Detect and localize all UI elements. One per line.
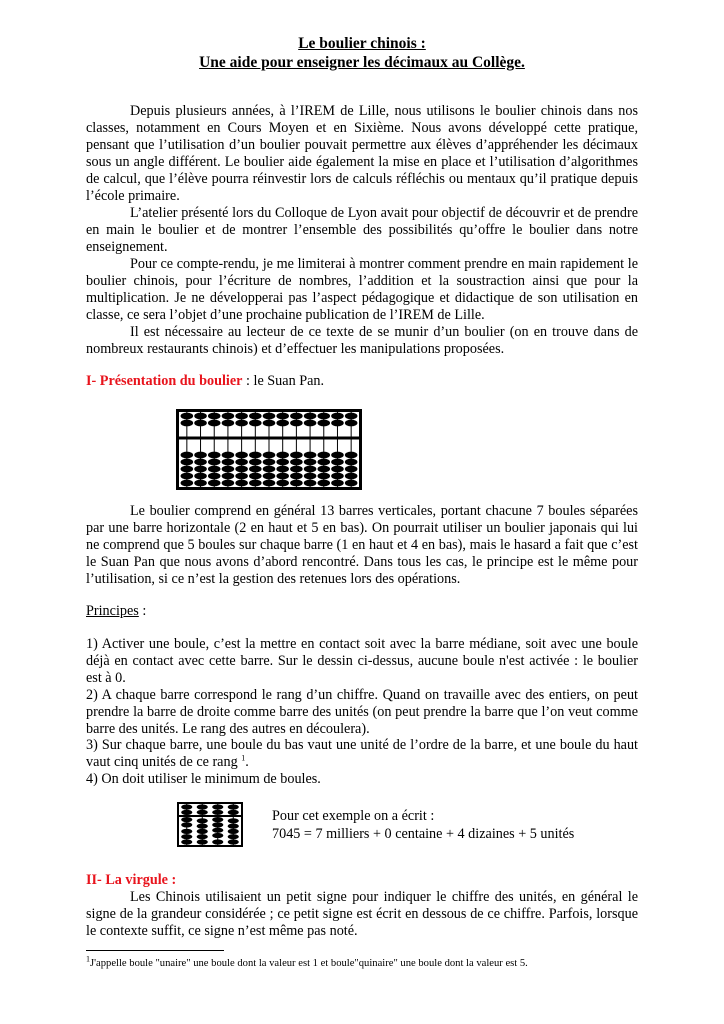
abacus-lower-bead: [317, 473, 330, 480]
example-line-1: Pour cet exemple on a écrit :: [272, 808, 435, 824]
abacus-lower-bead: [290, 466, 303, 473]
principles-heading-line: [86, 603, 638, 620]
example-lower-bead: [181, 822, 192, 827]
example-upper-bead: [181, 804, 192, 809]
abacus-lower-bead: [290, 480, 303, 487]
abacus-upper-bead: [345, 420, 358, 427]
abacus-lower-bead: [249, 466, 262, 473]
example-upper-bead: [197, 810, 208, 815]
abacus-upper-bead: [290, 420, 303, 427]
abacus-lower-bead: [194, 480, 207, 487]
abacus-lower-bead: [290, 459, 303, 466]
abacus-upper-bead: [235, 413, 248, 420]
example-upper-bead: [228, 810, 239, 815]
abacus-lower-bead: [331, 466, 344, 473]
abacus-lower-bead: [331, 452, 344, 459]
abacus-upper-bead: [304, 413, 317, 420]
section-1-suffix: : le Suan Pan.: [242, 373, 325, 389]
example-lower-bead: [228, 834, 239, 839]
abacus-upper-bead: [331, 420, 344, 427]
abacus-lower-bead: [249, 473, 262, 480]
abacus-upper-bead: [317, 420, 330, 427]
example-lower-bead: [181, 839, 192, 844]
example-line-2: 7045 = 7 milliers + 0 centaine + 4 dizaines + 5 unités: [272, 826, 575, 842]
abacus-upper-bead: [345, 413, 358, 420]
intro-paragraph-2: L’atelier présenté lors du Colloque de Lyon avait pour objectif de découvrir et de prendre en main le boulier et de montrer l’ensemble des possibilités qu’offre le boulier dans notre enseignement.: [86, 205, 638, 255]
abacus-upper-bead: [249, 413, 262, 420]
abacus-lower-bead: [276, 452, 289, 459]
abacus-lower-bead: [317, 480, 330, 487]
abacus-upper-bead: [194, 420, 207, 427]
abacus-lower-bead: [235, 459, 248, 466]
abacus-lower-bead: [235, 466, 248, 473]
abacus-lower-bead: [304, 466, 317, 473]
abacus-upper-bead: [194, 413, 207, 420]
example-lower-bead: [212, 817, 223, 822]
example-lower-bead: [197, 824, 208, 829]
abacus-lower-bead: [345, 473, 358, 480]
footnote-reference: 1: [241, 753, 246, 763]
abacus-lower-bead: [331, 473, 344, 480]
section-2-heading: II- La virgule :: [86, 872, 177, 888]
abacus-lower-bead: [276, 466, 289, 473]
example-lower-bead: [212, 828, 223, 833]
footnote: [86, 954, 528, 970]
example-lower-bead: [228, 829, 239, 834]
abacus-upper-bead: [249, 420, 262, 427]
abacus-lower-bead: [276, 473, 289, 480]
example-lower-bead: [228, 824, 239, 829]
abacus-lower-bead: [331, 459, 344, 466]
example-lower-bead: [212, 839, 223, 844]
abacus-lower-bead: [263, 452, 276, 459]
example-lower-bead: [197, 829, 208, 834]
abacus-lower-bead: [222, 452, 235, 459]
abacus-upper-bead: [290, 413, 303, 420]
abacus-lower-bead: [249, 459, 262, 466]
abacus-upper-bead: [276, 413, 289, 420]
abacus-lower-bead: [263, 473, 276, 480]
example-upper-bead: [197, 804, 208, 809]
title-line-1: Le boulier chinois :: [298, 35, 426, 52]
abacus-lower-bead: [208, 480, 221, 487]
abacus-upper-bead: [276, 420, 289, 427]
abacus-lower-bead: [181, 466, 194, 473]
principle-2: 2) A chaque barre correspond le rang d’un chiffre. Quand on travaille avec des entiers, on peut prendre la barre de droite comme barre des unités (on peut prendre la barre que l’on veut comme barre des unités. Le rang des autres en découlera).: [86, 687, 638, 737]
abacus-lower-bead: [304, 459, 317, 466]
example-lower-bead: [212, 822, 223, 827]
example-lower-bead: [197, 839, 208, 844]
abacus-lower-bead: [290, 452, 303, 459]
abacus-lower-bead: [345, 459, 358, 466]
abacus-lower-bead: [208, 466, 221, 473]
abacus-lower-bead: [235, 473, 248, 480]
example-upper-bead: [181, 810, 192, 815]
principle-1: 1) Activer une boule, c’est la mettre en contact soit avec la barre médiane, soit avec une boule déjà en contact avec cette barre. Sur le dessin ci-dessus, aucune boule n'est activée : le boulier est à 0.: [86, 636, 638, 686]
abacus-upper-bead: [263, 413, 276, 420]
abacus-lower-bead: [208, 452, 221, 459]
abacus-upper-bead: [208, 420, 221, 427]
footnote-divider: [86, 950, 224, 951]
abacus-lower-bead: [345, 480, 358, 487]
example-lower-bead: [228, 839, 239, 844]
abacus-lower-bead: [304, 452, 317, 459]
example-lower-bead: [181, 834, 192, 839]
abacus-upper-bead: [181, 420, 194, 427]
abacus-lower-bead: [222, 459, 235, 466]
abacus-lower-bead: [317, 452, 330, 459]
abacus-lower-bead: [304, 480, 317, 487]
principle-4: 4) On doit utiliser le minimum de boules.: [86, 771, 321, 787]
abacus-lower-bead: [194, 459, 207, 466]
abacus-lower-bead: [235, 480, 248, 487]
abacus-upper-bead: [235, 420, 248, 427]
abacus-lower-bead: [208, 459, 221, 466]
example-upper-bead: [228, 804, 239, 809]
abacus-lower-bead: [181, 452, 194, 459]
abacus-lower-bead: [263, 480, 276, 487]
abacus-lower-bead: [276, 480, 289, 487]
example-lower-bead: [181, 829, 192, 834]
abacus-upper-bead: [222, 413, 235, 420]
abacus-upper-bead: [304, 420, 317, 427]
principle-3: 3) Sur chaque barre, une boule du bas vaut une unité de l’ordre de la barre, et une boule du haut vaut cinq unités de ce rang $^1$.: [86, 737, 638, 770]
intro-paragraph-1: Depuis plusieurs années, à l’IREM de Lille, nous utilisons le boulier chinois dans nos classes, notamment en Cours Moyen et en Sixième. Nous avons développé cette pratique, pensant que l’utilisation d’un boulier pouvait permettre aux élèves d’appréhender les décimaux sous un angle différent. Le boulier aide également la mise en place et l’utilisation d’algorithmes de calcul, que l’élève pourra réinvestir lors de calculs réfléchis ou mentaux qu’il pratique depuis l’école primaire.: [86, 103, 638, 204]
abacus-lower-bead: [194, 466, 207, 473]
abacus-upper-bead: [317, 413, 330, 420]
abacus-lower-bead: [181, 459, 194, 466]
abacus-lower-bead: [263, 466, 276, 473]
abacus-lower-bead: [208, 473, 221, 480]
example-upper-bead: [212, 804, 223, 809]
abacus-lower-bead: [181, 480, 194, 487]
abacus-lower-bead: [194, 473, 207, 480]
abacus-lower-bead: [235, 452, 248, 459]
principles-heading-suffix: :: [138, 603, 147, 619]
abacus-lower-bead: [249, 480, 262, 487]
suan-pan-abacus-figure: [176, 409, 362, 490]
description-paragraph: Le boulier comprend en général 13 barres verticales, portant chacune 7 boules séparées par une barre horizontale (2 en haut et 5 en bas). On pourrait utiliser un boulier japonais qui lui ne comprend que 5 boules sur chaque barre (1 en haut et 4 en bas), mais le hasard a fait que c’est le Suan Pan que nous avons d’abord rencontré. Dans tous les cas, le principe est le même pour l’utilisation, si ce n’est la gestion des retenues lors des opérations.: [86, 503, 638, 587]
abacus-lower-bead: [222, 480, 235, 487]
abacus-upper-bead: [331, 413, 344, 420]
abacus-lower-bead: [345, 452, 358, 459]
title-line-2: Une aide pour enseigner les décimaux au Collège.: [199, 54, 525, 71]
abacus-lower-bead: [249, 452, 262, 459]
abacus-upper-bead: [181, 413, 194, 420]
abacus-upper-bead: [222, 420, 235, 427]
abacus-lower-bead: [304, 473, 317, 480]
example-lower-bead: [212, 833, 223, 838]
example-upper-bead: [212, 810, 223, 815]
section-1-heading-line: [86, 373, 638, 390]
example-lower-bead: [197, 834, 208, 839]
abacus-lower-bead: [331, 480, 344, 487]
abacus-lower-bead: [290, 473, 303, 480]
abacus-lower-bead: [263, 459, 276, 466]
principles-heading: Principes: [86, 603, 139, 619]
section-2-paragraph: Les Chinois utilisaient un petit signe pour indiquer le chiffre des unités, en général le signe de la grandeur considérée ; ce petit signe est écrit en dessous de ce chiffre. Parfois, lorsque le contexte suffit, ce signe n’est même pas noté.: [86, 889, 638, 939]
abacus-lower-bead: [317, 466, 330, 473]
abacus-upper-bead: [208, 413, 221, 420]
principle-3-text: 3) Sur chaque barre, une boule du bas vaut une unité de l’ordre de la barre, et une boule du haut vaut cinq unités de ce rang: [86, 737, 638, 770]
abacus-lower-bead: [194, 452, 207, 459]
abacus-upper-bead: [263, 420, 276, 427]
intro-paragraph-4: Il est nécessaire au lecteur de ce texte de se munir d’un boulier (on en trouve dans de nombreux restaurants chinois) et d’effectuer les manipulations proposées.: [86, 324, 638, 357]
footnote-text: J'appelle boule "unaire" une boule dont la valeur est 1 et boule"quinaire" une boule dont la valeur est 5.: [90, 958, 528, 969]
abacus-lower-bead: [222, 473, 235, 480]
example-abacus-7045: [177, 802, 243, 847]
footnote-number: 1: [86, 954, 90, 964]
abacus-lower-bead: [345, 466, 358, 473]
abacus-lower-bead: [276, 459, 289, 466]
abacus-lower-bead: [181, 473, 194, 480]
example-lower-bead: [197, 818, 208, 823]
abacus-lower-bead: [317, 459, 330, 466]
section-1-heading: I- Présentation du boulier: [86, 373, 243, 389]
example-lower-bead: [181, 817, 192, 822]
example-lower-bead: [228, 818, 239, 823]
intro-paragraph-3: Pour ce compte-rendu, je me limiterai à montrer comment prendre en main rapidement le boulier chinois, pour l’écriture de nombres, l’addition et la soustraction ainsi que pour la multiplication. Je ne développerai pas l’aspect pédagogique et didactique de son utilisation en classe, ce sera l’objet d’une prochaine publication de l’IREM de Lille.: [86, 256, 638, 323]
abacus-lower-bead: [222, 466, 235, 473]
